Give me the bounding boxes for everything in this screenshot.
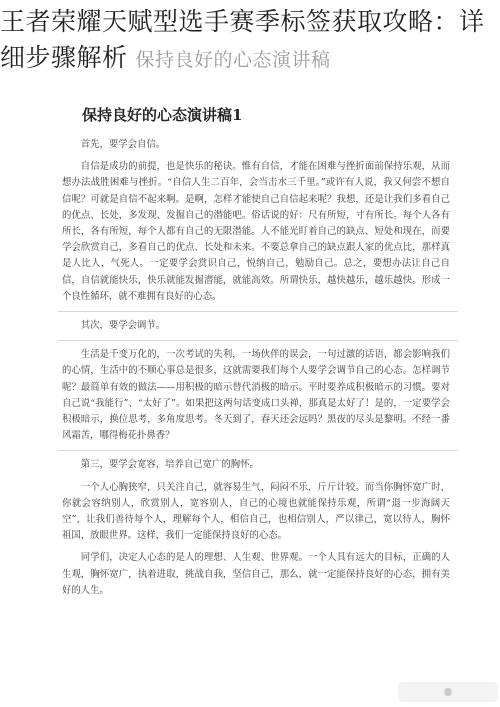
article-headline <box>0 4 500 78</box>
headline-line-2-wrap <box>0 40 500 78</box>
paragraph-heading-1: 首先，要学会自信。 <box>80 139 166 150</box>
paragraph-body-2: 生活是千变万化的，一次考试的失利，一场伙伴的误会，一句过激的话语，都会影响我们的心情，生活中的不顺心事总是很多，这就需要我们每个人要学会调节自己的心态。怎样调节呢？最简单有效的做法——用积极的暗示替代消极的暗示。平时要养成积极暗示的习惯。要对自己说“我能行”、“太好了”。如果把这两句话变成口头禅，那真是太好了！是的，一定要学会积极暗示，换位思考，多角度思考。冬天到了，春天还会远吗？黑夜的尽头是黎明。不经一番风霜苦，哪得梅花扑鼻香？ <box>62 349 450 442</box>
paragraph-body-3: 一个人心胸狭窄，只关注自己，就容易生气，闷闷不乐，斤斤计较。而当你胸怀宽广时，你就会容纳别人，欣赏别人，宽容别人，自己的心境也就能保持乐观，所谓“退一步海阔天空”，让我们善待每个人，理解每个人，相信自己，也相信别人，严以律己，宽以待人，胸怀祖国，放眼世界。这样，我们一定能保持良好的心态。 <box>62 481 450 542</box>
section-divider <box>58 340 458 341</box>
speech-document-image <box>58 90 458 690</box>
section-divider <box>58 311 458 312</box>
document-title: 保持良好的心态演讲稿1 <box>82 106 243 124</box>
document-subtitle: 保持良好的心态演讲稿 <box>135 49 331 71</box>
paragraph-conclusion: 同学们，决定人心态的是人的理想、人生观、世界观。一个人具有远大的目标，正确的人生观，胸怀宽广，执着进取，挑战自我，坚信自己，那么，就一定能保持良好的心态，拥有美好的人生。 <box>62 552 450 596</box>
paragraph-body-1: 自信是成功的前提，也是快乐的秘诀。惟有自信，才能在困难与挫折面前保持乐观，从而想办法战胜困难与挫折。“自信人生二百年，会当击水三千里。”或许有人说，我又何尝不想自信呢？可就是自信不起来啊。是啊，怎样才能使自己自信起来呢？我想，还是让我们多看自己的优点、长处，多发现、发掘自己的潜能吧。俗话说的好：尺有所短，寸有所长。每个人各有所长，各有所短，每个人都有自己的无限潜能。人不能光盯着自己的缺点、短处和现在，而要学会欣赏自己，多看自己的优点、长处和未来。不要总拿自己的缺点跟人家的优点比，那样真是人比人，气死人。一定要学会赏识自己，悦纳自己，勉励自己。总之，要想办法让自己自信，自信就能快乐，快乐就能发掘潜能，就能高效。所谓快乐，越快越乐，越乐越快。形成一个良性循环，就不难拥有良好的心态。 <box>62 161 450 302</box>
watermark-logo <box>398 682 498 702</box>
watermark-icon <box>444 688 452 696</box>
section-divider <box>58 450 458 451</box>
headline-line-2: 细步骤解析 <box>0 43 128 72</box>
paragraph-heading-3: 第三，要学会宽容，培养自己宽广的胸怀。 <box>80 459 259 471</box>
paragraph-heading-2: 其次，要学会调节。 <box>80 320 166 332</box>
headline-line-1: 王者荣耀天赋型选手赛季标签获取攻略：详 <box>0 7 485 36</box>
